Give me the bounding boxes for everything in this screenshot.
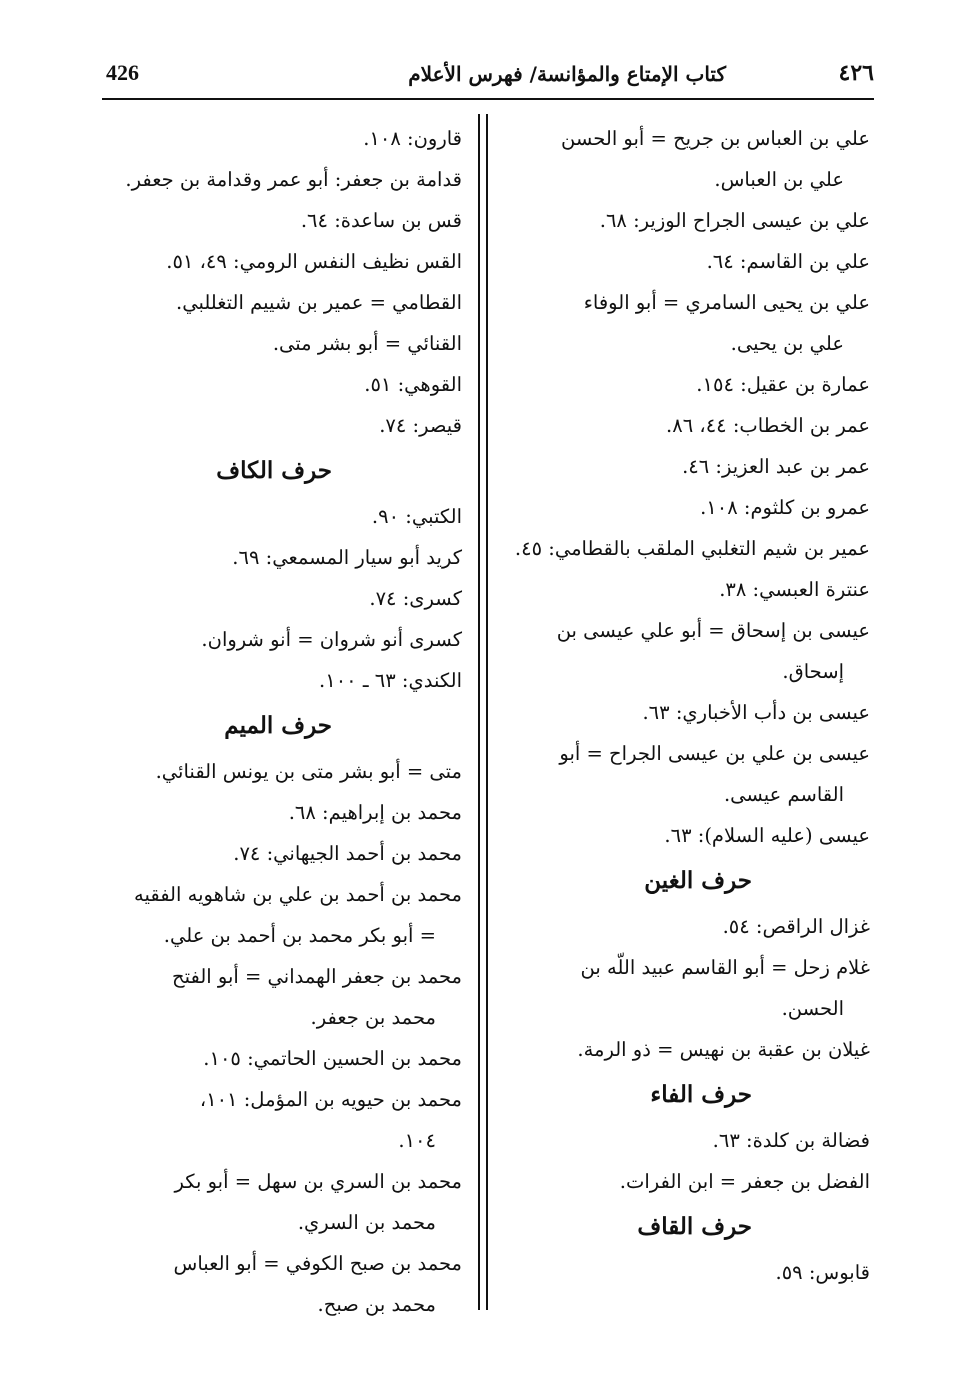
letter-section-heading: حرف الميم <box>224 712 332 739</box>
index-entry-text: الكتبي: ٩٠. <box>371 505 462 528</box>
index-entry-text: القس نظيف النفس الرومي: ٤٩، ٥١. <box>166 250 462 273</box>
index-entry <box>94 159 462 200</box>
index-entry-text: محمد بن إبراهيم: ٦٨. <box>288 801 462 824</box>
index-entry-continuation: = أبو بكر محمد بن أحمد بن علي. <box>163 924 436 947</box>
index-entry <box>94 200 462 241</box>
index-entry <box>94 792 462 833</box>
index-entry <box>508 906 870 947</box>
index-entry-text: علي بن العباس بن جريح = أبو الحسن <box>561 127 870 150</box>
index-entry-text: القطامي = عمير بن شييم التغللبي. <box>176 291 462 314</box>
index-entry <box>508 733 870 815</box>
index-entry <box>94 660 462 701</box>
index-entry-text: علي بن يحيى السامري = أبو الوفاء <box>583 291 870 314</box>
index-entry-text: عنترة العبسي: ٣٨. <box>719 578 870 601</box>
index-entry <box>94 578 462 619</box>
index-entry-text: عمرو بن كلثوم: ١٠٨. <box>700 496 870 519</box>
index-entry <box>94 241 462 282</box>
index-entry-continuation: محمد بن جعفر. <box>310 1006 436 1029</box>
index-entry-continuation: علي بن العباس. <box>714 168 844 191</box>
index-entry-text: غيلان بن عقبة بن نهيس = ذو الرمة. <box>577 1038 870 1061</box>
index-entry <box>94 364 462 405</box>
index-entry-continuation: علي بن يحيى. <box>730 332 844 355</box>
index-entry <box>508 528 870 569</box>
index-entry-text: عمر بن عبد العزيز: ٤٦. <box>682 455 870 478</box>
index-entry-text: علي بن القاسم: ٦٤. <box>706 250 870 273</box>
index-entry <box>508 1252 870 1293</box>
index-entry-continuation: القاسم عيسى. <box>723 783 844 806</box>
index-entry-text: كسرى: ٧٤. <box>369 587 462 610</box>
running-title: كتاب الإمتاع والمؤانسة/ فهرس الأعلام <box>408 62 726 86</box>
index-entry <box>94 1161 462 1243</box>
letter-section-heading: حرف الفاء <box>650 1081 752 1108</box>
index-entry <box>94 496 462 537</box>
page-header <box>102 52 874 100</box>
index-entry-text: محمد بن السري بن سهل = أبو بكر <box>174 1170 462 1193</box>
index-entry <box>94 405 462 446</box>
index-entry-text: فضالة بن كلدة: ٦٣. <box>712 1129 870 1152</box>
index-entry <box>508 364 870 405</box>
index-entry <box>94 874 462 956</box>
index-entry <box>508 1120 870 1161</box>
index-entry-text: الكندي: ٦٣ ـ ١٠٠. <box>319 669 462 692</box>
column-divider-line <box>486 114 488 1310</box>
index-entry-text: القنائي = أبو بشر متى. <box>272 332 462 355</box>
index-entry-text: محمد بن صبح الكوفي = أبو العباس <box>173 1252 462 1275</box>
index-entry-continuation: ١٠٤. <box>398 1129 436 1152</box>
index-entry-continuation: محمد بن صبح. <box>317 1293 436 1316</box>
index-entry-text: الفضل بن جعفر = ابن الفرات. <box>619 1170 870 1193</box>
index-entry-text: محمد بن الحسين الحاتمي: ١٠٥. <box>203 1047 462 1070</box>
index-entry <box>94 619 462 660</box>
index-entry-text: كريد أبو سيار المسمعي: ٦٩. <box>232 546 462 569</box>
index-entry-text: غزال الراقص: ٥٤. <box>722 915 870 938</box>
index-entry-continuation: محمد بن السري. <box>297 1211 436 1234</box>
index-entry <box>508 405 870 446</box>
letter-section-heading: حرف الغين <box>644 867 752 894</box>
index-entry-text: محمد بن حيويه بن المؤمل: ١٠١، <box>199 1088 462 1111</box>
index-entry-text: عيسى بن إسحاق = أبو علي عيسى بن <box>556 619 870 642</box>
index-entry-text: عمير بن شيم التغلبي الملقب بالقطامي: ٤٥. <box>514 537 870 560</box>
index-entry <box>508 692 870 733</box>
index-entry-text: عمر بن الخطاب: ٤٤، ٨٦. <box>666 414 870 437</box>
index-entry <box>508 446 870 487</box>
index-column-left <box>94 118 462 1325</box>
index-entry <box>94 282 462 323</box>
index-entry-text: قارون: ١٠٨. <box>363 127 462 150</box>
index-column-right <box>508 118 870 1293</box>
index-entry <box>508 569 870 610</box>
index-entry-text: عيسى (عليه السلام): ٦٣. <box>664 824 870 847</box>
index-entry-text: عيسى بن علي بن عيسى الجراح = أبو <box>559 742 870 765</box>
index-entry <box>508 1161 870 1202</box>
index-entry-text: محمد بن جعفر الهمداني = أبو الفتح <box>172 965 462 988</box>
index-entry <box>508 947 870 1029</box>
letter-section-heading: حرف القاف <box>637 1213 752 1240</box>
index-entry <box>508 200 870 241</box>
page-number-arabic: ٤٢٦ <box>838 60 874 86</box>
index-entry-text: محمد بن أحمد الجيهاني: ٧٤. <box>233 842 462 865</box>
index-entry-text: علي بن عيسى الجراح الوزير: ٦٨. <box>599 209 870 232</box>
index-entry-text: عيسى بن دأب الأخباري: ٦٣. <box>642 701 870 724</box>
index-entry-text: عمارة بن عقيل: ١٥٤. <box>696 373 870 396</box>
index-entry <box>94 1243 462 1325</box>
index-entry-text: محمد بن أحمد بن علي بن شاهويه الفقيه <box>133 883 462 906</box>
index-entry <box>94 956 462 1038</box>
index-entry <box>508 118 870 200</box>
page-number-latin: 426 <box>106 60 139 85</box>
index-entry <box>508 282 870 364</box>
index-entry-text: قدامة بن جعفر: أبو عمر وقدامة بن جعفر. <box>125 168 462 191</box>
index-entry-text: القوهي: ٥١. <box>364 373 462 396</box>
index-entry-text: غلام زحل = أبو القاسم عبيد اللّه بن <box>580 956 870 979</box>
index-entry-continuation: إسحاق. <box>782 660 844 683</box>
index-entry <box>94 323 462 364</box>
index-entry <box>508 610 870 692</box>
index-entry <box>94 833 462 874</box>
index-entry-text: قيصر: ٧٤. <box>379 414 462 437</box>
index-entry-continuation: الحسن. <box>781 997 844 1020</box>
index-entry <box>508 1029 870 1070</box>
index-entry <box>94 1079 462 1161</box>
index-entry-text: قس بن ساعدة: ٦٤. <box>300 209 462 232</box>
letter-section-heading: حرف الكاف <box>216 457 332 484</box>
index-entry <box>94 537 462 578</box>
index-entry <box>94 118 462 159</box>
index-entry <box>508 241 870 282</box>
index-entry <box>508 815 870 856</box>
index-entry <box>508 487 870 528</box>
column-divider-line <box>478 114 480 1310</box>
index-entry-text: كسرى أنو شروان = أنو شروان. <box>201 628 462 651</box>
index-entry-text: متى = أبو بشر متى بن يونس القنائي. <box>155 760 462 783</box>
index-entry <box>94 751 462 792</box>
index-entry <box>94 1038 462 1079</box>
index-entry-text: قابوس: ٥٩. <box>775 1261 870 1284</box>
